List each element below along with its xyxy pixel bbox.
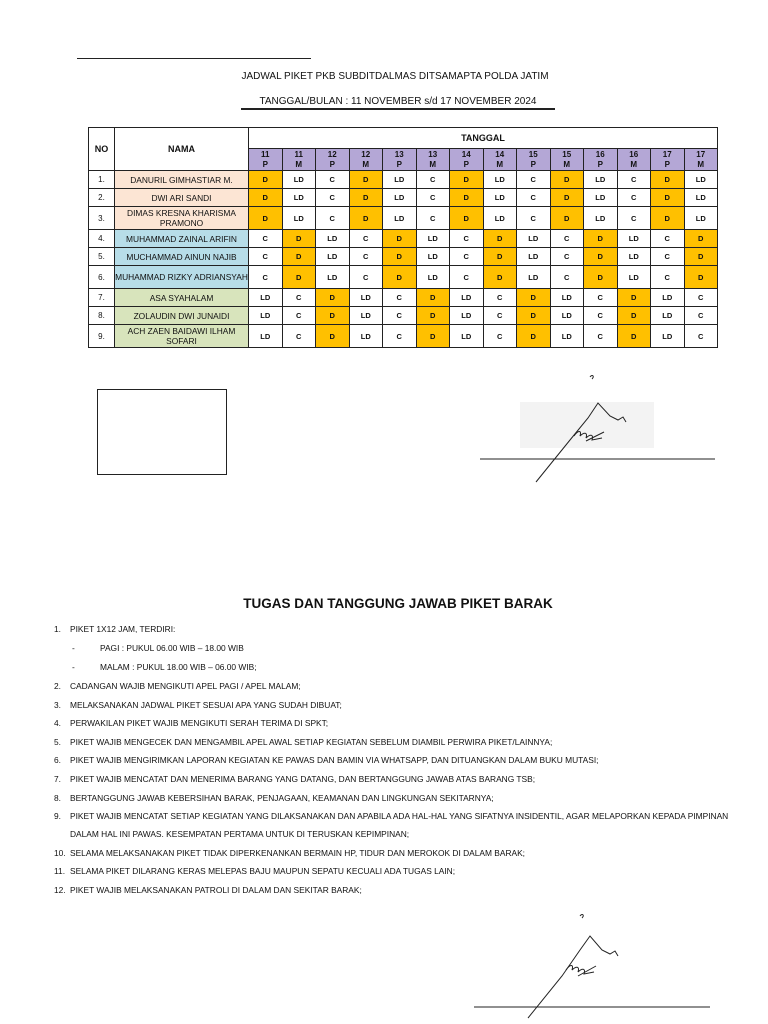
shift-cell: D [450,207,484,230]
shift-cell: D [517,325,551,348]
row-number: 3. [89,207,115,230]
row-name: MUHAMMAD ZAINAL ARIFIN [115,230,249,248]
shift-cell: D [383,248,417,266]
shift-cell: C [349,230,383,248]
day-shift: P [396,159,402,169]
table-row [89,307,718,325]
table-row [89,325,718,348]
day-shift: M [630,159,638,169]
shift-cell: D [483,230,517,248]
shift-cell: D [684,248,718,266]
row-name: DIMAS KRESNA KHARISMA PRAMONO [115,207,249,230]
row-name: ZOLAUDIN DWI JUNAIDI [115,307,249,325]
shift-cell: LD [483,189,517,207]
day-header [316,149,350,171]
shift-cell: LD [349,325,383,348]
shift-cell: C [282,307,316,325]
shift-cell: LD [282,189,316,207]
stamp-box [97,389,227,475]
duty-number: 7. [54,774,61,784]
duty-text: CADANGAN WAJIB MENGIKUTI APEL PAGI / APEL MALAM; [70,681,301,691]
day-shift: P [597,159,603,169]
shift-cell: C [651,266,685,289]
shift-cell: C [249,230,283,248]
shift-cell: C [684,289,718,307]
duty-text: PIKET WAJIB MENCATAT SETIAP KEGIATAN YANG DILAKSANAKAN DAN APABILA ADA HAL-HAL YANG SIFATNYA INSIDENTIL, AGAR MELAPORKAN KEPADA PIMPINAN [70,811,729,821]
day-date: 17 [696,149,706,159]
shift-cell: D [651,171,685,189]
day-date: 14 [461,149,471,159]
day-shift: M [362,159,370,169]
day-shift: P [530,159,536,169]
duty-number: 6. [54,755,61,765]
shift-cell: LD [316,266,350,289]
signature-bottom [472,910,712,1024]
shift-cell: C [316,207,350,230]
shift-cell: D [416,289,450,307]
shift-cell: C [450,266,484,289]
day-date: 16 [629,149,639,159]
shift-cell: LD [550,307,584,325]
duty-text: PIKET WAJIB MELAKSANAKAN PATROLI DI DALAM DAN SEKITAR BARAK; [70,885,362,895]
row-number: 8. [89,307,115,325]
row-name: DWI ARI SANDI [115,189,249,207]
shift-cell: C [416,207,450,230]
col-no-header: NO [89,128,115,171]
shift-cell: C [450,230,484,248]
duty-text: PIKET WAJIB MENCATAT DAN MENERIMA BARANG YANG DATANG, DAN BERTANGGUNG JAWAB ATAS BARANG TSB; [70,774,536,784]
shift-cell: D [550,171,584,189]
day-date: 14 [495,149,505,159]
shift-cell: D [550,207,584,230]
day-header [349,149,383,171]
shift-cell: LD [282,171,316,189]
duty-number: 3. [54,700,61,710]
day-shift: M [429,159,437,169]
shift-cell: C [617,189,651,207]
row-number: 4. [89,230,115,248]
shift-cell: D [584,230,618,248]
shift-cell: C [416,189,450,207]
duty-number: 2. [54,681,61,691]
shift-cell: D [316,325,350,348]
signature-top [478,370,718,485]
row-name: DANURIL GIMHASTIAR M. [115,171,249,189]
shift-cell: D [517,289,551,307]
duty-number: - [72,662,75,672]
shift-cell: D [383,230,417,248]
row-number: 9. [89,325,115,348]
col-tanggal-header: TANGGAL [249,128,718,149]
duty-number: - [72,643,75,653]
row-name: ACH ZAEN BAIDAWI ILHAM SOFARI [115,325,249,348]
duty-text: PIKET 1X12 JAM, TERDIRI: [70,624,176,634]
shift-cell: C [617,171,651,189]
schedule-period: TANGGAL/BULAN : 11 NOVEMBER s/d 17 NOVEMBER 2024 [259,96,537,107]
shift-cell: C [517,171,551,189]
shift-cell: LD [416,230,450,248]
duty-text: MALAM : PUKUL 18.00 WIB – 06.00 WIB; [100,662,257,672]
day-date: 11 [294,149,303,159]
shift-cell: LD [416,248,450,266]
shift-cell: D [584,248,618,266]
shift-cell: LD [316,248,350,266]
shift-cell: C [349,248,383,266]
shift-cell: LD [651,325,685,348]
shift-cell: LD [617,266,651,289]
duty-number: 1. [54,624,61,634]
day-shift: M [295,159,303,169]
shift-cell: LD [450,325,484,348]
day-header [550,149,584,171]
duty-text: MELAKSANAKAN JADWAL PIKET SESUAI APA YANG SUDAH DIBUAT; [70,700,342,710]
shift-cell: LD [684,207,718,230]
row-number: 1. [89,171,115,189]
shift-cell: LD [584,207,618,230]
shift-cell: LD [517,230,551,248]
schedule-table [88,127,718,348]
shift-cell: C [383,307,417,325]
row-name: MUHAMMAD RIZKY ADRIANSYAH [115,266,249,289]
shift-cell: C [651,230,685,248]
shift-cell: C [651,248,685,266]
shift-cell: D [483,248,517,266]
duty-text: PIKET WAJIB MENGIRIMKAN LAPORAN KEGIATAN KE PAWAS DAN BAMIN VIA WHATSAPP, DAN DITUANGKAN DALAM BUKU MUTASI; [70,755,599,765]
top-rule [77,58,311,59]
day-shift: P [664,159,670,169]
shift-cell: D [550,189,584,207]
shift-cell: C [584,325,618,348]
shift-cell: LD [517,248,551,266]
shift-cell: C [550,266,584,289]
duty-number: 10. [54,848,66,858]
shift-cell: C [684,325,718,348]
schedule-body [89,171,718,348]
shift-cell: C [282,289,316,307]
shift-cell: C [383,289,417,307]
duty-text: SELAMA PIKET DILARANG KERAS MELEPAS BAJU MAUPUN SEPATU KECUALI ADA TUGAS LAIN; [70,866,456,876]
day-date: 15 [528,149,538,159]
schedule-title: JADWAL PIKET PKB SUBDITDALMAS DITSAMAPTA POLDA JATIM [241,71,549,82]
shift-cell: C [249,248,283,266]
shift-cell: LD [249,307,283,325]
shift-cell: LD [349,307,383,325]
day-shift: M [697,159,705,169]
row-number: 6. [89,266,115,289]
shift-cell: C [517,207,551,230]
shift-cell: C [450,248,484,266]
day-header [249,149,283,171]
shift-cell: LD [684,171,718,189]
day-header [684,149,718,171]
shift-cell: LD [316,230,350,248]
shift-cell: D [416,325,450,348]
shift-cell: LD [450,289,484,307]
day-date: 11 [261,149,270,159]
shift-cell: D [316,289,350,307]
shift-cell: C [416,171,450,189]
shift-cell: LD [383,207,417,230]
shift-cell: D [316,307,350,325]
day-shift: M [496,159,504,169]
duty-text: PAGI : PUKUL 06.00 WIB – 18.00 WIB [100,643,244,653]
shift-cell: C [550,248,584,266]
day-date: 13 [394,149,404,159]
shift-cell: D [416,307,450,325]
shift-cell: D [517,307,551,325]
shift-cell: C [316,171,350,189]
duty-text: SELAMA MELAKSANAKAN PIKET TIDAK DIPERKENANKAN BERMAIN HP, TIDUR DAN MEROKOK DI DALAM BARAK; [70,848,526,858]
shift-cell: C [617,207,651,230]
shift-cell: D [383,266,417,289]
row-number: 7. [89,289,115,307]
shift-cell: LD [584,171,618,189]
duty-number: 11. [54,866,66,876]
day-header [383,149,417,171]
shift-cell: LD [450,307,484,325]
shift-cell: C [483,307,517,325]
shift-cell: LD [416,266,450,289]
duty-text: DALAM HAL INI PAWAS. KESEMPATAN PERTAMA UNTUK DI TERUSKAN KEPIMPINAN; [70,829,410,839]
shift-cell: D [282,248,316,266]
shift-cell: D [349,207,383,230]
shift-cell: C [282,325,316,348]
shift-cell: LD [550,325,584,348]
shift-cell: C [316,189,350,207]
shift-cell: D [282,266,316,289]
shift-cell: D [584,266,618,289]
duty-number: 5. [54,737,61,747]
day-date: 12 [327,149,337,159]
shift-cell: LD [517,266,551,289]
shift-cell: D [450,189,484,207]
table-row [89,230,718,248]
shift-cell: LD [483,171,517,189]
shift-cell: D [617,325,651,348]
period-underline [241,108,555,110]
table-row [89,266,718,289]
day-date: 13 [428,149,438,159]
shift-cell: LD [383,171,417,189]
shift-cell: LD [249,325,283,348]
shift-cell: D [684,266,718,289]
day-shift: P [329,159,335,169]
duty-text: PERWAKILAN PIKET WAJIB MENGIKUTI SERAH TERIMA DI SPKT; [70,718,329,728]
duty-number: 8. [54,793,61,803]
shift-cell: D [249,189,283,207]
duties-title: TUGAS DAN TANGGUNG JAWAB PIKET BARAK [243,596,553,611]
shift-cell: C [483,325,517,348]
shift-cell: D [249,171,283,189]
shift-cell: LD [684,189,718,207]
shift-cell: C [550,230,584,248]
day-header [517,149,551,171]
shift-cell: C [584,289,618,307]
shift-cell: D [450,171,484,189]
day-header [617,149,651,171]
day-date: 12 [361,149,371,159]
day-date: 16 [595,149,605,159]
shift-cell: D [617,307,651,325]
table-row [89,248,718,266]
shift-cell: D [349,171,383,189]
shift-cell: D [349,189,383,207]
table-row [89,189,718,207]
day-header [282,149,316,171]
day-date: 17 [662,149,672,159]
day-date: 15 [562,149,572,159]
col-nama-header: NAMA [115,128,249,171]
shift-cell: C [249,266,283,289]
row-name: ASA SYAHALAM [115,289,249,307]
row-number: 2. [89,189,115,207]
shift-cell: LD [651,289,685,307]
shift-cell: D [651,207,685,230]
day-header [651,149,685,171]
day-header [584,149,618,171]
shift-cell: D [483,266,517,289]
shift-cell: C [517,189,551,207]
shift-cell: C [483,289,517,307]
shift-cell: C [684,307,718,325]
shift-cell: LD [282,207,316,230]
day-header [416,149,450,171]
table-row [89,289,718,307]
shift-cell: LD [617,230,651,248]
duty-text: BERTANGGUNG JAWAB KEBERSIHAN BARAK, PENJAGAAN, KEAMANAN DAN LINGKUNGAN SEKITARNYA; [70,793,494,803]
day-shift: M [563,159,571,169]
duty-text: PIKET WAJIB MENGECEK DAN MENGAMBIL APEL AWAL SETIAP KEGIATAN SEBELUM DIAMBIL PERWIRA PIKET/LAINNYA; [70,737,553,747]
shift-cell: LD [617,248,651,266]
shift-cell: LD [349,289,383,307]
duty-number: 9. [54,811,61,821]
table-row [89,171,718,189]
row-number: 5. [89,248,115,266]
row-name: MUCHAMMAD AINUN NAJIB [115,248,249,266]
shift-cell: D [617,289,651,307]
shift-cell: C [349,266,383,289]
shift-cell: LD [483,207,517,230]
shift-cell: LD [584,189,618,207]
shift-cell: D [249,207,283,230]
table-row [89,207,718,230]
shift-cell: LD [651,307,685,325]
day-header [450,149,484,171]
day-shift: P [463,159,469,169]
shift-cell: D [651,189,685,207]
duty-number: 4. [54,718,61,728]
duty-number: 12. [54,885,66,895]
shift-cell: LD [249,289,283,307]
shift-cell: LD [550,289,584,307]
day-header [483,149,517,171]
shift-cell: C [383,325,417,348]
shift-cell: C [584,307,618,325]
day-shift: P [262,159,268,169]
shift-cell: LD [383,189,417,207]
shift-cell: D [282,230,316,248]
shift-cell: D [684,230,718,248]
